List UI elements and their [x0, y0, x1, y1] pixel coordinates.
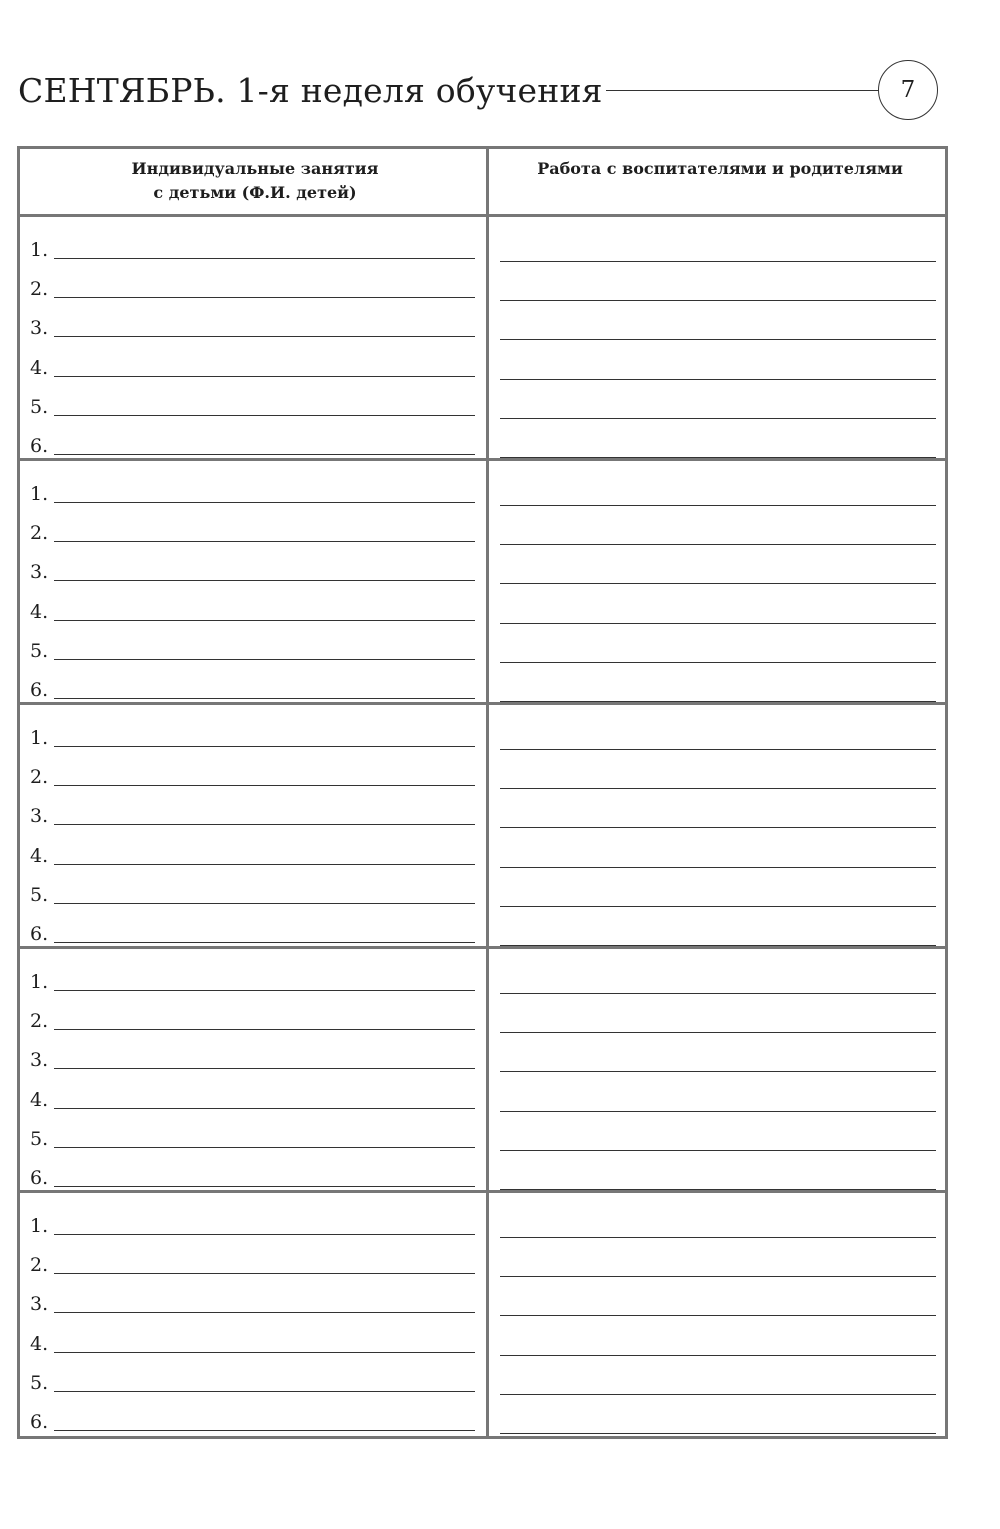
child-name-write-line — [54, 942, 475, 943]
entry-number: 5. — [30, 639, 49, 662]
child-name-write-line — [54, 990, 475, 991]
child-name-write-line — [54, 258, 475, 259]
child-name-write-line — [54, 1186, 475, 1187]
entry-block — [20, 217, 945, 461]
educator-work-write-line — [500, 788, 936, 789]
entry-row — [20, 999, 945, 1038]
entry-row — [20, 668, 945, 707]
entry-number: 5. — [30, 883, 49, 906]
entry-number: 5. — [30, 1371, 49, 1394]
entry-block — [20, 461, 945, 705]
child-name-write-line — [54, 1430, 475, 1431]
entry-number: 4. — [30, 356, 49, 379]
entry-row — [20, 1204, 945, 1243]
child-name-write-line — [54, 1391, 475, 1392]
educator-work-write-line — [500, 749, 936, 750]
child-name-write-line — [54, 1234, 475, 1235]
educator-work-write-line — [500, 701, 936, 702]
child-name-write-line — [54, 746, 475, 747]
entry-number: 2. — [30, 1010, 49, 1033]
child-name-write-line — [54, 1312, 475, 1313]
child-name-write-line — [54, 297, 475, 298]
educator-work-write-line — [500, 339, 936, 340]
entry-number: 2. — [30, 278, 49, 301]
entry-row — [20, 834, 945, 873]
entry-number: 6. — [30, 923, 49, 945]
entry-row — [20, 590, 945, 629]
entry-number: 2. — [30, 766, 49, 789]
educator-work-write-line — [500, 906, 936, 907]
entry-block — [20, 705, 945, 949]
entry-number: 3. — [30, 1049, 49, 1072]
educator-work-write-line — [500, 827, 936, 828]
entry-number: 4. — [30, 600, 49, 623]
child-name-write-line — [54, 1068, 475, 1069]
entry-row — [20, 1282, 945, 1321]
entry-number: 1. — [30, 971, 49, 993]
educator-work-write-line — [500, 1276, 936, 1277]
entry-block — [20, 1193, 945, 1437]
child-name-write-line — [54, 336, 475, 337]
child-name-write-line — [54, 1273, 475, 1274]
entry-row — [20, 1038, 945, 1077]
entry-number: 4. — [30, 1332, 49, 1355]
child-name-write-line — [54, 541, 475, 542]
educator-work-write-line — [500, 261, 936, 262]
column-heading-individual-sessions — [80, 157, 430, 205]
entry-number: 3. — [30, 317, 49, 340]
entry-number: 5. — [30, 1127, 49, 1150]
child-name-write-line — [54, 580, 475, 581]
educator-work-write-line — [500, 993, 936, 994]
educator-work-write-line — [500, 623, 936, 624]
educator-work-write-line — [500, 662, 936, 663]
educator-work-write-line — [500, 1111, 936, 1112]
entry-number: 1. — [30, 483, 49, 505]
page-number: 7 — [900, 77, 916, 103]
educator-work-write-line — [500, 379, 936, 380]
entry-row — [20, 873, 945, 912]
entry-number: 3. — [30, 805, 49, 828]
educator-work-write-line — [500, 1355, 936, 1356]
entry-block — [20, 949, 945, 1193]
child-name-write-line — [54, 1147, 475, 1148]
child-name-write-line — [54, 698, 475, 699]
educator-work-write-line — [500, 1433, 936, 1434]
entry-row — [20, 1400, 945, 1439]
column-divider — [486, 149, 489, 1436]
entry-row — [20, 228, 945, 267]
educator-work-write-line — [500, 867, 936, 868]
child-name-write-line — [54, 903, 475, 904]
entry-row — [20, 550, 945, 589]
child-name-write-line — [54, 1108, 475, 1109]
entry-row — [20, 267, 945, 306]
entry-row — [20, 629, 945, 668]
child-name-write-line — [54, 824, 475, 825]
entry-number: 3. — [30, 1293, 49, 1316]
entry-row — [20, 346, 945, 385]
entry-number: 6. — [30, 1167, 49, 1189]
entry-row — [20, 1322, 945, 1361]
child-name-write-line — [54, 1029, 475, 1030]
educator-work-write-line — [500, 1071, 936, 1072]
entry-number: 4. — [30, 844, 49, 867]
child-name-write-line — [54, 502, 475, 503]
entry-row — [20, 1156, 945, 1195]
entry-row — [20, 1243, 945, 1282]
entry-number: 5. — [30, 395, 49, 418]
educator-work-write-line — [500, 300, 936, 301]
educator-work-write-line — [500, 1315, 936, 1316]
entry-row — [20, 960, 945, 999]
entry-number: 1. — [30, 727, 49, 749]
child-name-write-line — [54, 454, 475, 455]
entry-row — [20, 511, 945, 550]
child-name-write-line — [54, 785, 475, 786]
educator-work-write-line — [500, 457, 936, 458]
child-name-write-line — [54, 864, 475, 865]
entry-row — [20, 1117, 945, 1156]
entry-number: 6. — [30, 435, 49, 457]
entry-row — [20, 424, 945, 463]
educator-work-write-line — [500, 1394, 936, 1395]
entry-row — [20, 472, 945, 511]
entry-number: 6. — [30, 1411, 49, 1433]
entry-number: 3. — [30, 561, 49, 584]
child-name-write-line — [54, 1352, 475, 1353]
page-number-circle — [878, 60, 938, 120]
page-header — [18, 60, 948, 124]
educator-work-write-line — [500, 505, 936, 506]
entry-number: 2. — [30, 522, 49, 545]
page-title: СЕНТЯБРЬ. 1-я неделя обучения — [18, 71, 603, 110]
entry-row — [20, 716, 945, 755]
child-name-write-line — [54, 620, 475, 621]
entry-number: 2. — [30, 1254, 49, 1277]
entry-row — [20, 306, 945, 345]
educator-work-write-line — [500, 1237, 936, 1238]
educator-work-write-line — [500, 1189, 936, 1190]
child-name-write-line — [54, 376, 475, 377]
worksheet-table — [17, 146, 948, 1439]
entry-number: 1. — [30, 239, 49, 261]
column-heading-line: с детьми (Ф.И. детей) — [153, 183, 357, 202]
educator-work-write-line — [500, 1150, 936, 1151]
educator-work-write-line — [500, 945, 936, 946]
entry-row — [20, 1361, 945, 1400]
entry-number: 1. — [30, 1215, 49, 1237]
entry-row — [20, 912, 945, 951]
entry-row — [20, 755, 945, 794]
child-name-write-line — [54, 659, 475, 660]
entry-row — [20, 385, 945, 424]
entry-row — [20, 794, 945, 833]
column-heading-work-with-educators: Работа с воспитателями и родителями — [537, 159, 903, 178]
child-name-write-line — [54, 415, 475, 416]
entry-number: 6. — [30, 679, 49, 701]
educator-work-write-line — [500, 1032, 936, 1033]
entry-row — [20, 1078, 945, 1117]
column-heading-line: Индивидуальные занятия — [131, 159, 379, 178]
title-rule — [606, 90, 891, 91]
educator-work-write-line — [500, 418, 936, 419]
educator-work-write-line — [500, 544, 936, 545]
table-header-row — [20, 149, 945, 217]
educator-work-write-line — [500, 583, 936, 584]
entry-number: 4. — [30, 1088, 49, 1111]
